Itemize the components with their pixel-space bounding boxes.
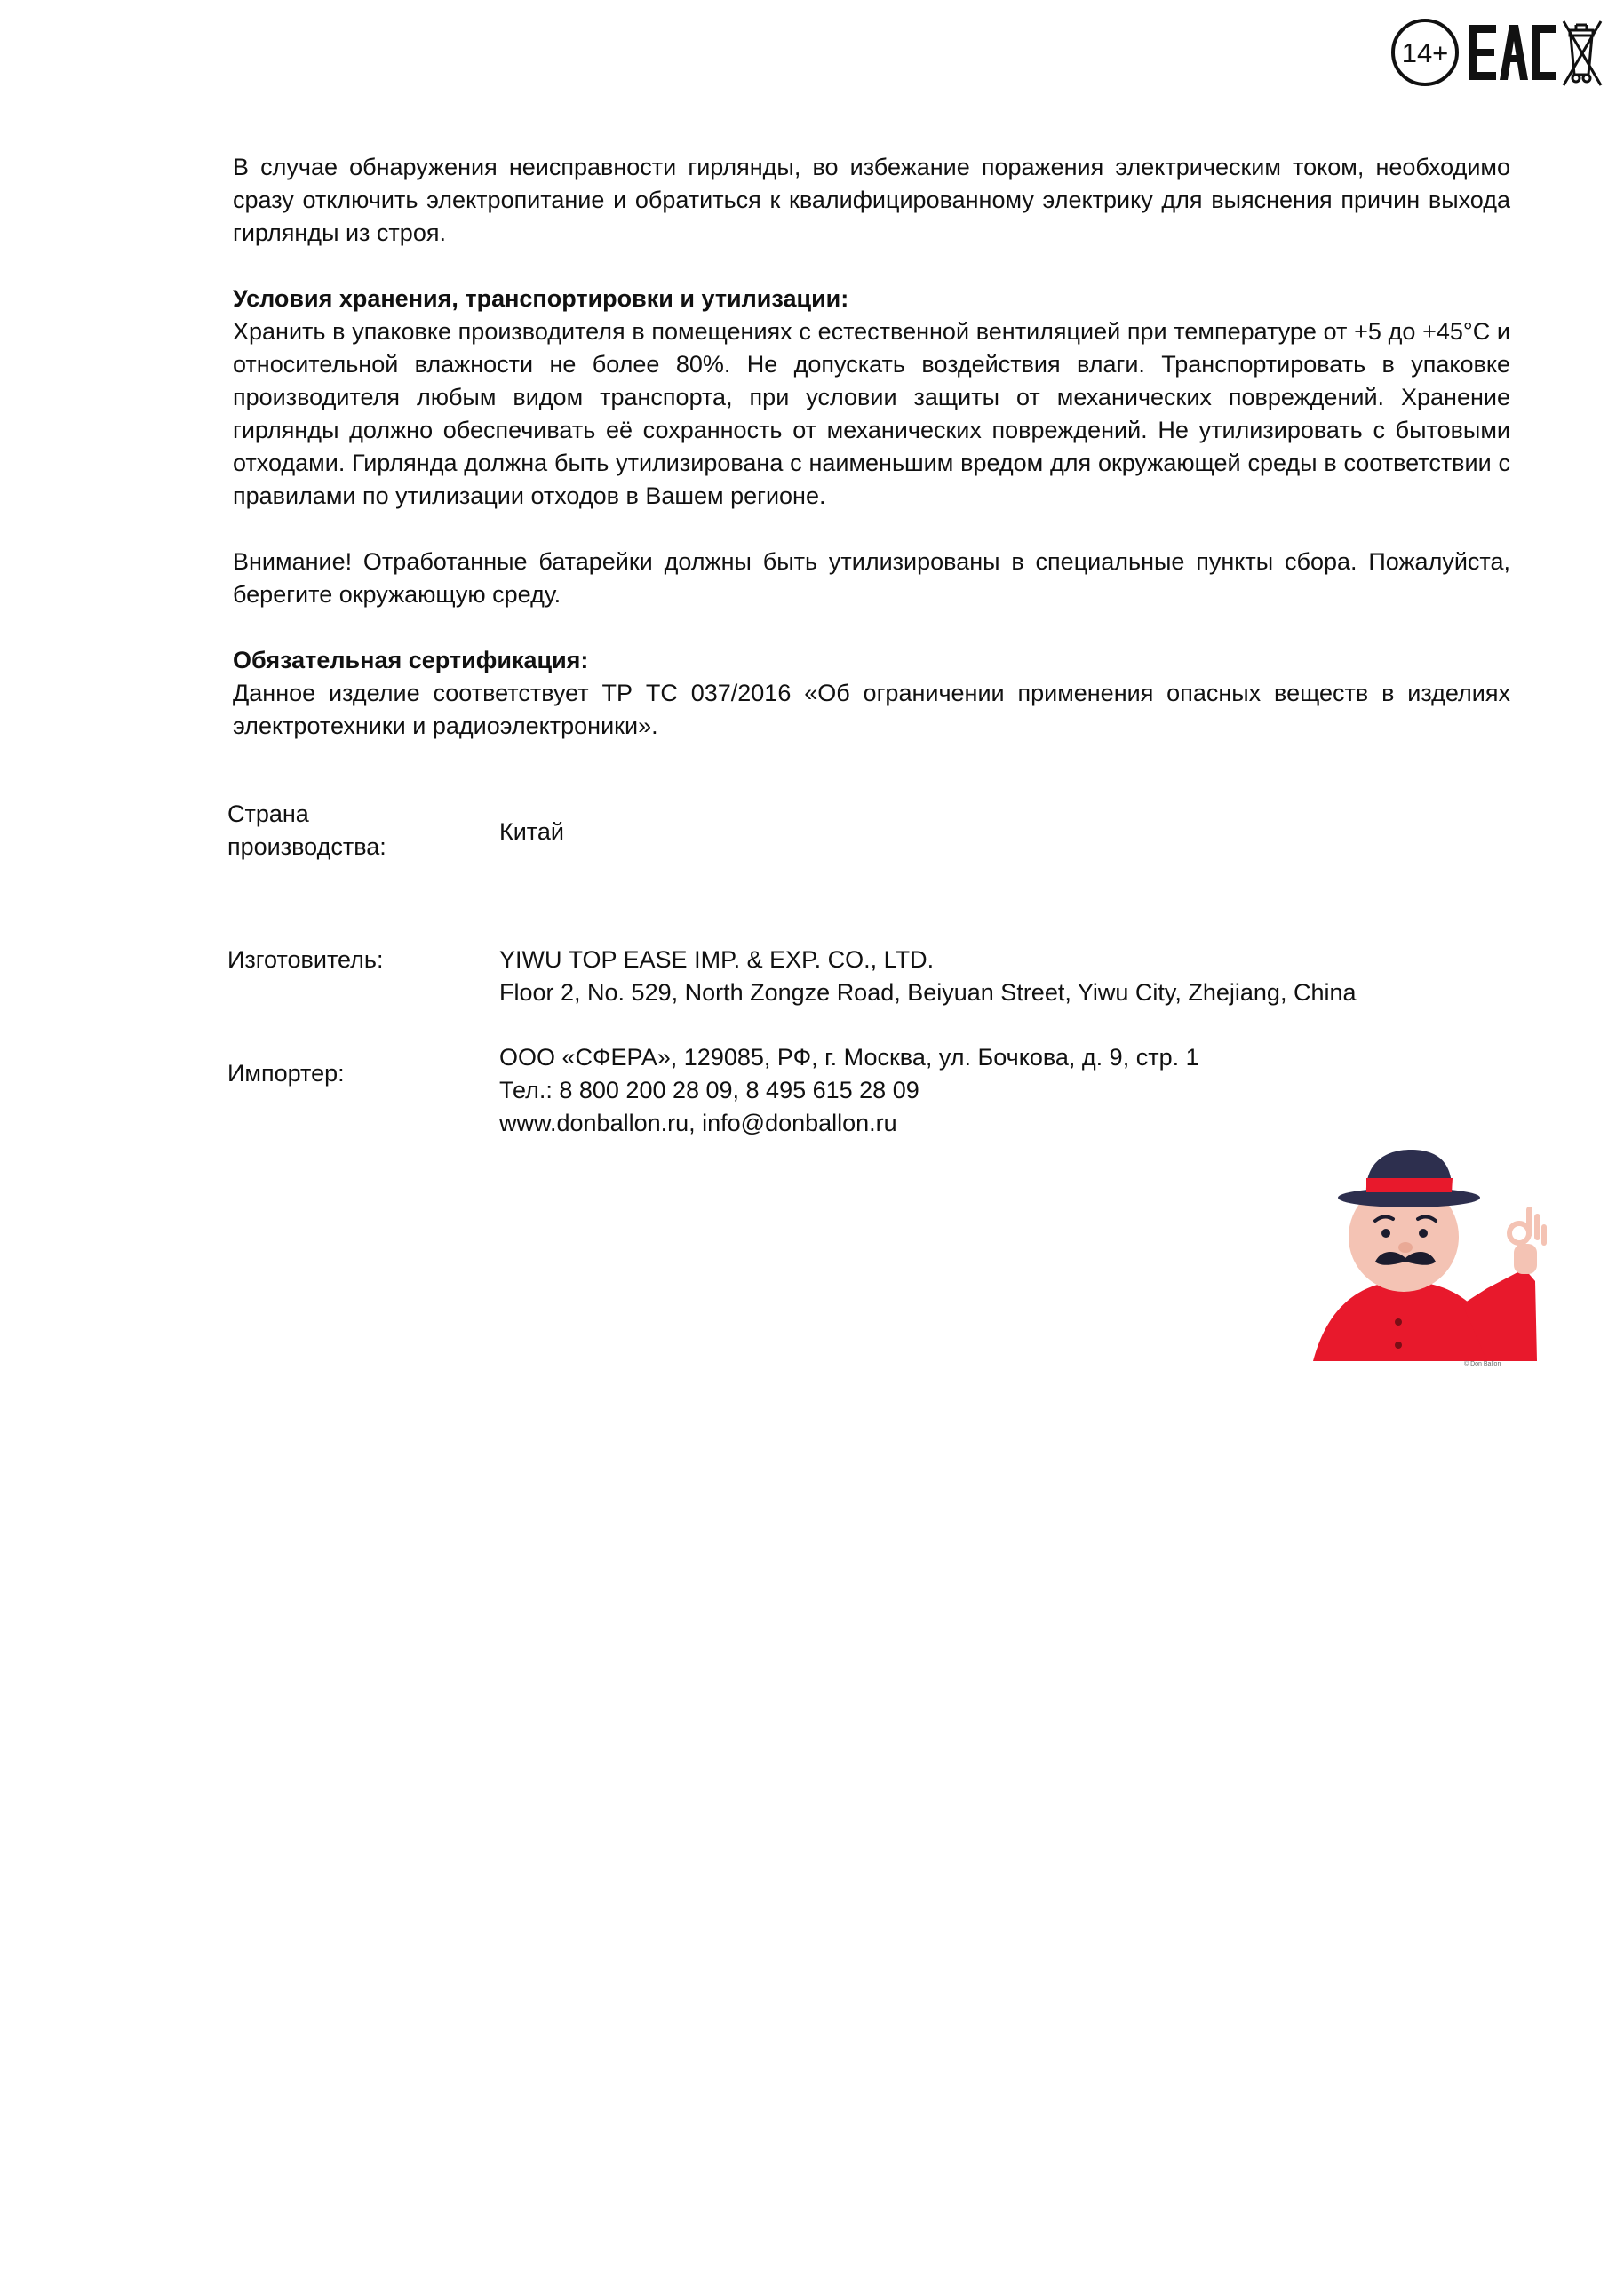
importer-line1: ООО «СФЕРА», 129085, РФ, г. Москва, ул. Бочкова, д. 9, стр. 1 — [499, 1044, 1199, 1071]
manufacturer-name: YIWU TOP EASE IMP. & EXP. CO., LTD. — [499, 946, 935, 973]
warning-paragraph: В случае обнаружения неисправности гирлянды, во избежание поражения электрическим током, необходимо сразу отключить электропитание и обратиться к квалифицированному электрику для выяснения причин выхода гирлянды из строя. — [233, 154, 1510, 246]
manufacturer-value — [499, 944, 1565, 1009]
mascot-credit: © Don Ballon — [1464, 1361, 1501, 1367]
age-rating-text: 14+ — [1401, 37, 1449, 68]
storage-text: Хранить в упаковке производителя в помещениях с естественной вентиляцией при температуре от +5 до +45°С и относительной влажности не более 80%. Не допускать воздействия влаги. Транспортировать в упаковке производителя любым видом транспорта, при условии защиты от механических повреждений. Хранение гирлянды должно обеспечивать её сохранность от механических повреждений. Не утилизировать с бытовыми отходами. Гирлянда должна быть утилизирована с наименьшим вредом для окружающей среды в соответствии с правилами по утилизации отходов в Вашем регионе. — [233, 318, 1510, 509]
manufacturer-address: Floor 2, No. 529, North Zongze Road, Beiyuan Street, Yiwu City, Zhejiang, China — [499, 979, 1357, 1006]
importer-value — [499, 1041, 1565, 1140]
country-label-line2: производства: — [227, 833, 386, 860]
country-label — [227, 798, 485, 864]
certification-text: Данное изделие соответствует ТР ТС 037/2016 «Об ограничении применения опасных веществ в изделиях электротехники и радиоэлектроники». — [233, 680, 1510, 739]
country-label-line1: Страна — [227, 800, 309, 827]
crossed-bin-icon — [1564, 21, 1601, 85]
importer-line3: www.donballon.ru, info@donballon.ru — [499, 1110, 897, 1136]
eac-mark-icon — [1469, 25, 1556, 80]
age-rating-icon — [1393, 20, 1457, 84]
country-value: Китай — [499, 818, 564, 845]
battery-notice: Внимание! Отработанные батарейки должны быть утилизированы в специальные пункты сбора. Пожалуйста, берегите окружающую среду. — [233, 548, 1510, 608]
manufacturer-label: Изготовитель: — [227, 946, 384, 973]
main-content — [233, 151, 1510, 743]
certification-heading: Обязательная сертификация: — [233, 647, 589, 673]
certification-marks — [1388, 16, 1606, 89]
importer-label: Импортер: — [227, 1060, 345, 1087]
don-ballon-mascot-icon — [1313, 1148, 1548, 1388]
storage-heading: Условия хранения, транспортировки и утилизации: — [233, 285, 849, 312]
importer-line2: Тел.: 8 800 200 28 09, 8 495 615 28 09 — [499, 1077, 919, 1103]
